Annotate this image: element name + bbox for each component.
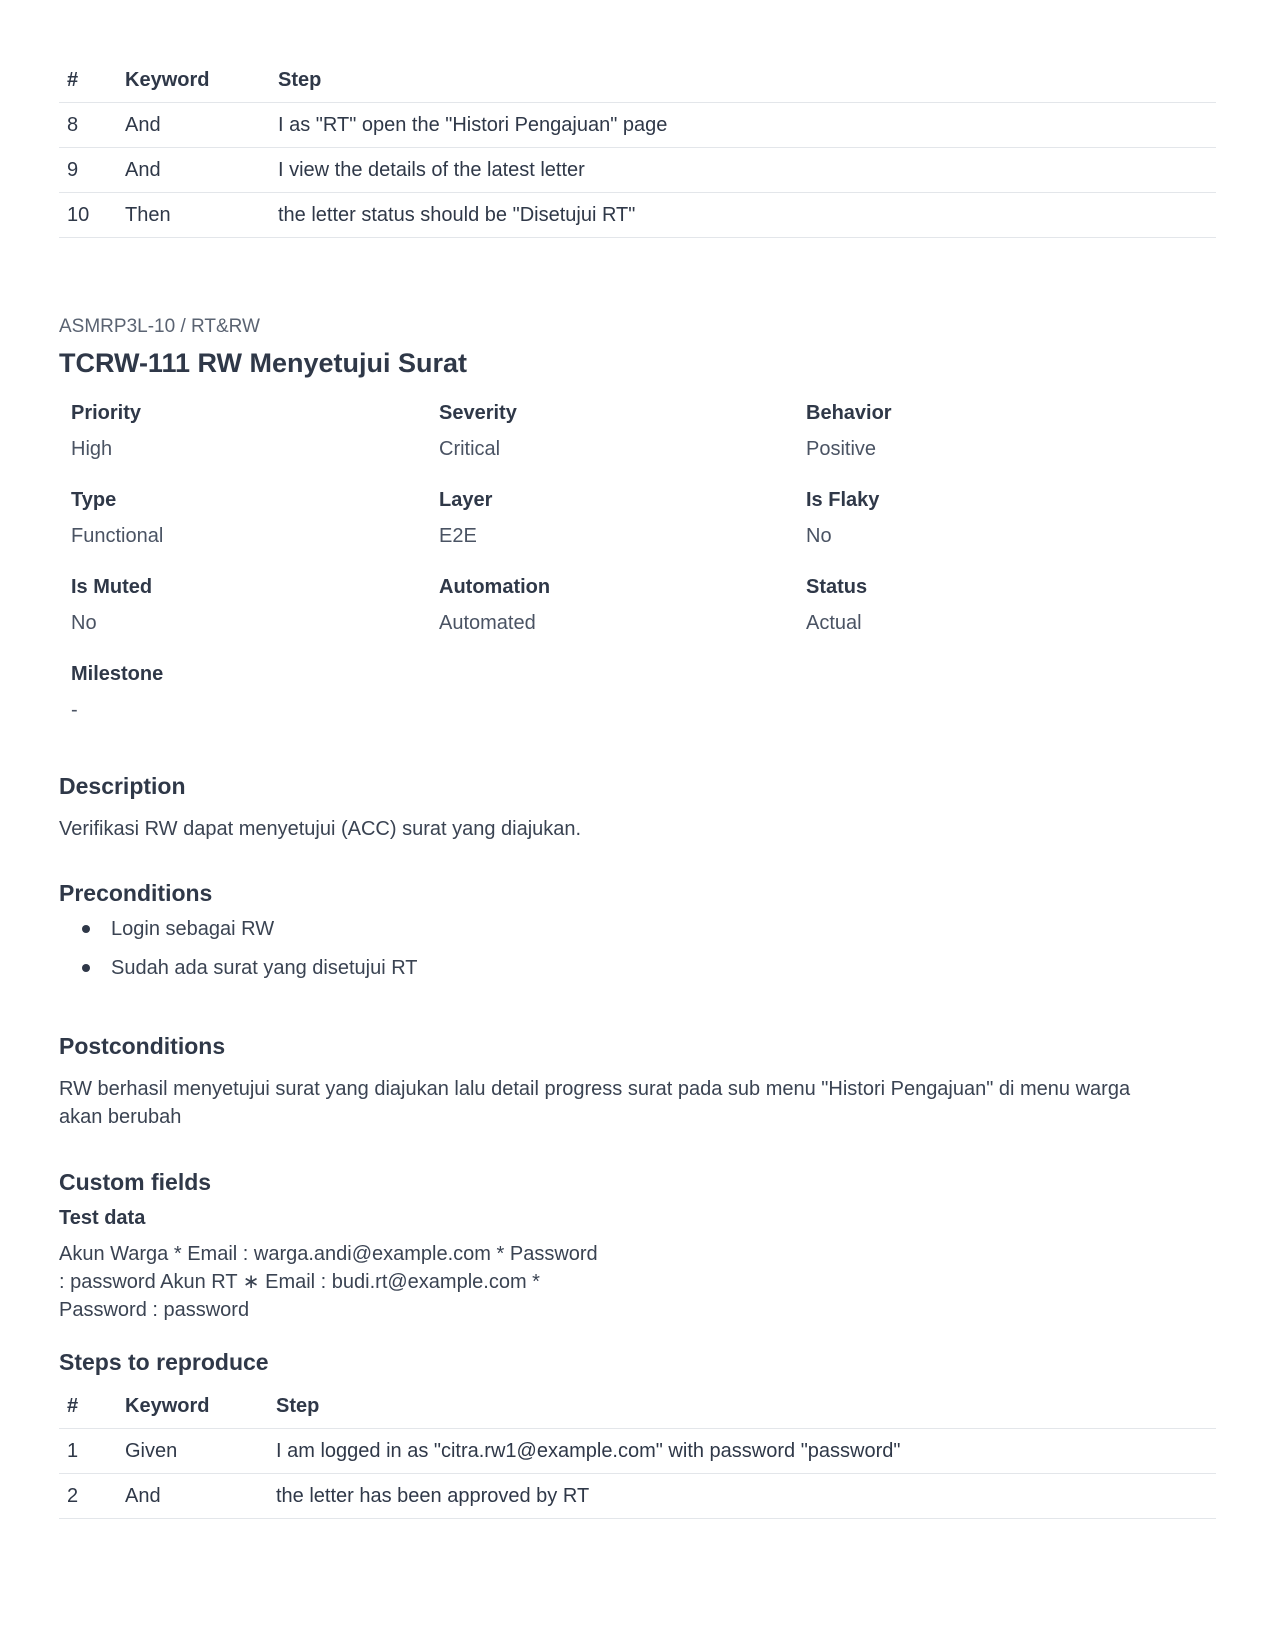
table-header-row — [59, 1384, 1216, 1429]
test-data-line-3: Password : password — [59, 1299, 250, 1321]
property-severity — [439, 402, 799, 461]
table-row — [59, 1474, 1216, 1519]
property-value: Functional — [71, 525, 164, 547]
column-header-keyword: Keyword — [117, 58, 270, 103]
step-keyword: Then — [117, 193, 270, 238]
property-value: Automated — [439, 612, 536, 634]
step-keyword: Given — [117, 1429, 268, 1474]
property-priority — [71, 402, 431, 461]
property-value: Actual — [806, 612, 862, 634]
step-number: 8 — [59, 103, 117, 148]
property-type — [71, 489, 431, 548]
preconditions-heading: Preconditions — [59, 880, 213, 906]
breadcrumb: ASMRP3L-10 / RT&RW — [59, 316, 260, 337]
property-value: E2E — [439, 525, 477, 547]
step-number: 10 — [59, 193, 117, 238]
page-title: TCRW-111 RW Menyetujui Surat — [59, 348, 468, 378]
test-data-line-2: : password Akun RT ∗ Email : budi.rt@example.com * — [59, 1271, 540, 1293]
bullet-icon — [82, 925, 90, 933]
step-text: I as "RT" open the "Histori Pengajuan" page — [270, 103, 1216, 148]
steps-heading: Steps to reproduce — [59, 1349, 269, 1375]
step-text: I view the details of the latest letter — [270, 148, 1216, 193]
property-label: Layer — [439, 489, 493, 511]
postconditions-heading: Postconditions — [59, 1033, 226, 1059]
property-automation — [439, 576, 799, 635]
property-label: Is Flaky — [806, 489, 880, 511]
table-row — [59, 193, 1216, 238]
property-label: Automation — [439, 576, 551, 598]
property-label: Milestone — [71, 663, 164, 685]
step-text: I am logged in as "citra.rw1@example.com" with password "password" — [268, 1429, 1216, 1474]
step-number: 1 — [59, 1429, 117, 1474]
bullet-icon — [82, 964, 90, 972]
step-text: the letter has been approved by RT — [268, 1474, 1216, 1519]
column-header-keyword: Keyword — [117, 1384, 268, 1429]
table-row — [59, 1429, 1216, 1474]
property-behavior — [806, 402, 1166, 461]
postconditions-line-1: RW berhasil menyetujui surat yang diajukan lalu detail progress surat pada sub menu "Histori Pengajuan" di menu warga — [59, 1078, 1131, 1100]
table-row — [59, 148, 1216, 193]
property-value: Positive — [806, 438, 877, 460]
precondition-text: Login sebagai RW — [111, 918, 275, 940]
step-keyword: And — [117, 148, 270, 193]
description-heading: Description — [59, 773, 186, 799]
property-label: Severity — [439, 402, 517, 424]
property-is-muted — [71, 576, 431, 635]
column-header-number: # — [59, 1384, 117, 1429]
property-status — [806, 576, 1166, 635]
custom-fields-heading: Custom fields — [59, 1169, 212, 1195]
column-header-step: Step — [268, 1384, 1216, 1429]
list-item — [59, 957, 418, 996]
property-value: No — [806, 525, 832, 547]
steps-table — [59, 1384, 1216, 1519]
step-number: 2 — [59, 1474, 117, 1519]
step-keyword: And — [117, 103, 270, 148]
column-header-number: # — [59, 58, 117, 103]
step-number: 9 — [59, 148, 117, 193]
preconditions-list — [59, 918, 418, 996]
property-label: Behavior — [806, 402, 892, 424]
table-row — [59, 103, 1216, 148]
property-layer — [439, 489, 799, 548]
property-value: No — [71, 612, 97, 634]
table-header-row — [59, 58, 1216, 103]
property-value: Critical — [439, 438, 501, 460]
postconditions-line-2: akan berubah — [59, 1106, 182, 1128]
column-header-step: Step — [270, 58, 1216, 103]
list-item — [59, 918, 418, 957]
precondition-text: Sudah ada surat yang disetujui RT — [111, 957, 418, 979]
property-value: - — [71, 699, 78, 721]
step-keyword: And — [117, 1474, 268, 1519]
property-label: Is Muted — [71, 576, 153, 598]
steps-table-continued — [59, 58, 1216, 238]
test-data-line-1: Akun Warga * Email : warga.andi@example.com * Password — [59, 1243, 598, 1265]
test-data-heading: Test data — [59, 1207, 146, 1229]
property-value: High — [71, 438, 113, 460]
property-label: Priority — [71, 402, 142, 424]
property-label: Type — [71, 489, 117, 511]
property-label: Status — [806, 576, 868, 598]
step-text: the letter status should be "Disetujui RT" — [270, 193, 1216, 238]
property-is-flaky — [806, 489, 1166, 548]
property-milestone — [71, 663, 431, 722]
description-text: Verifikasi RW dapat menyetujui (ACC) surat yang diajukan. — [59, 818, 582, 840]
